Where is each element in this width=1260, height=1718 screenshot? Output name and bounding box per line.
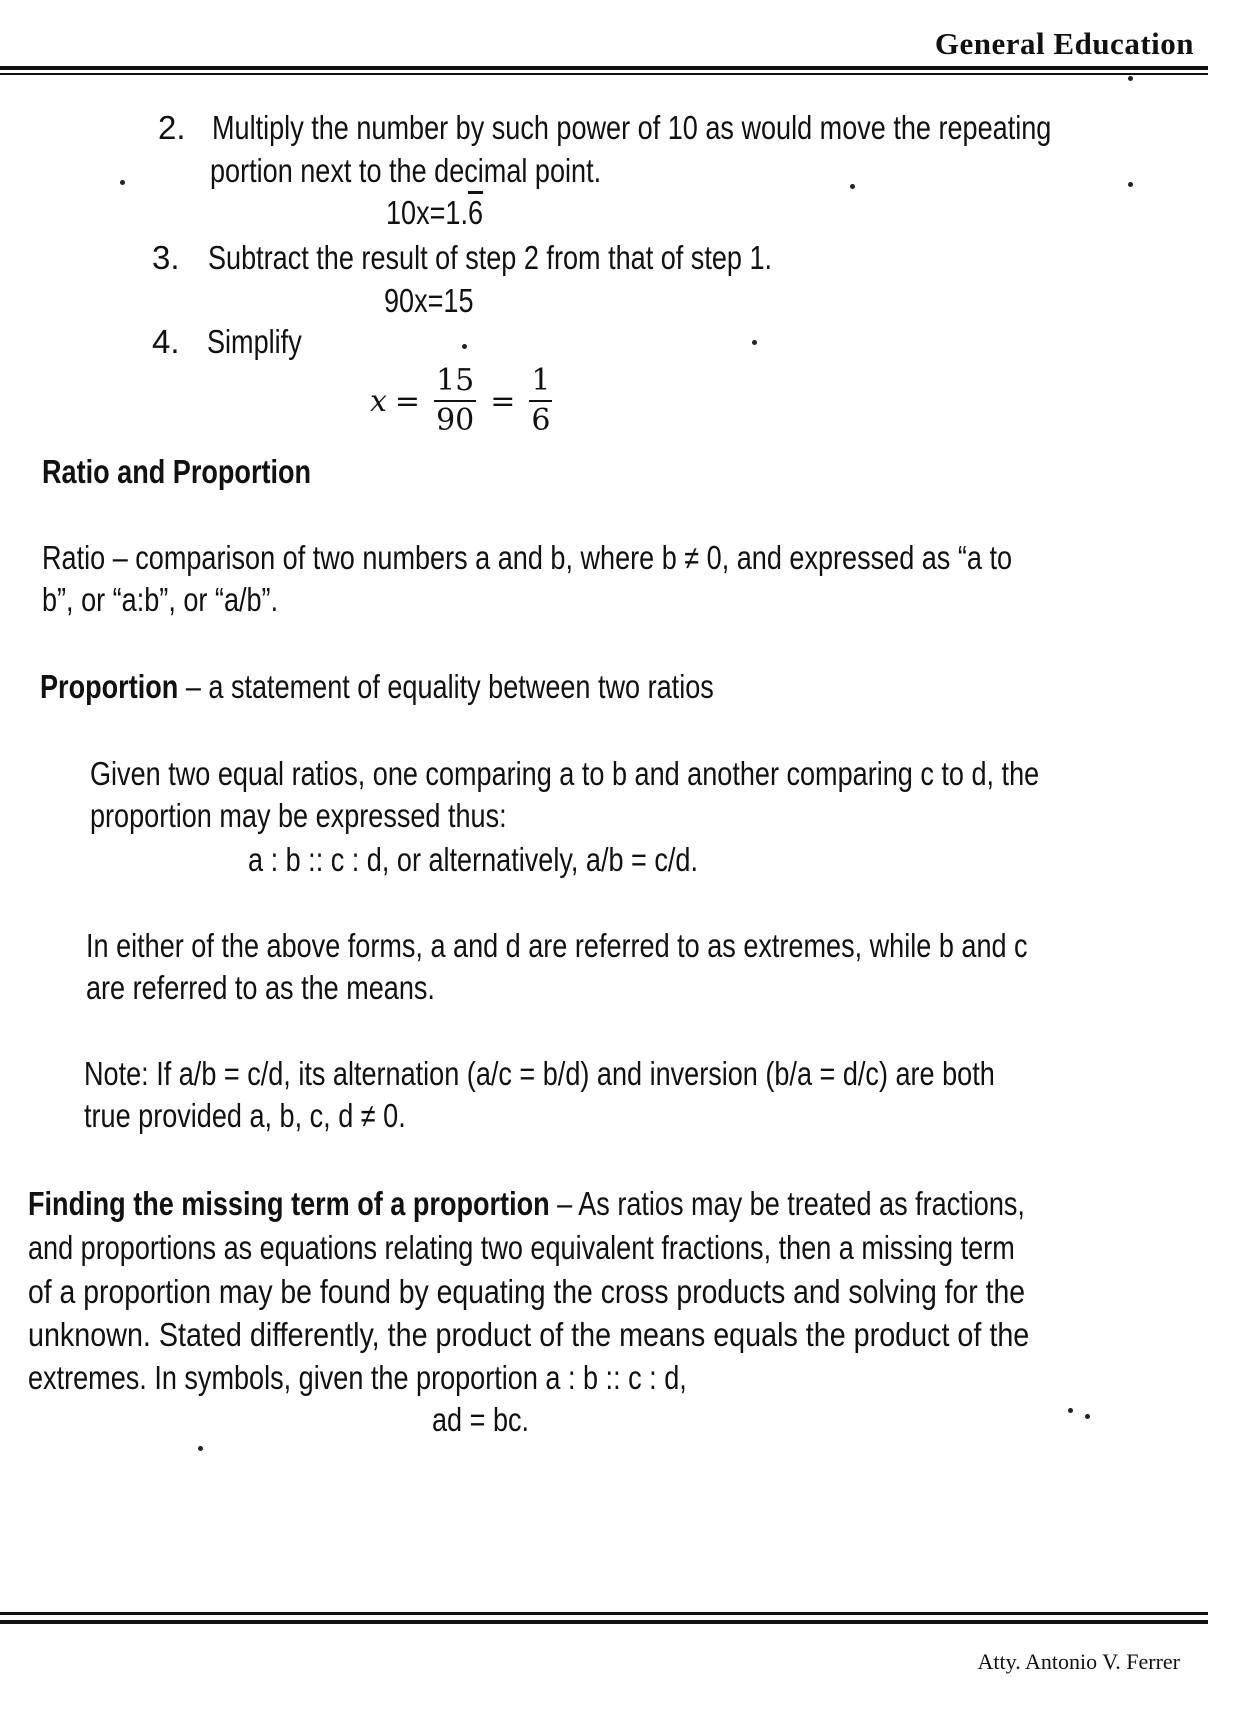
repeating-digit: 6 <box>468 194 484 231</box>
ratio-definition-cont: b”, or “a:b”, or “a/b”. <box>42 581 279 618</box>
section-heading: Ratio and Proportion <box>42 453 312 490</box>
missing-term-heading: Finding the missing term of a proportion <box>28 1185 550 1222</box>
equals-sign: = <box>394 383 421 419</box>
ratio-definition: Ratio – comparison of two numbers a and b, where b ≠ 0, and expressed as “a to <box>42 539 1013 576</box>
scan-speck <box>752 340 757 345</box>
given-paragraph: Given two equal ratios, one comparing a to b and another comparing c to d, the <box>90 755 1040 792</box>
step-2-equation <box>386 193 504 233</box>
header-rule-thick <box>0 66 1208 70</box>
fraction-equation <box>370 362 558 440</box>
step-text <box>207 322 323 362</box>
note-paragraph: Note: If a/b = c/d, its alternation (a/c = b/d) and inversion (b/a = d/c) are both <box>84 1055 995 1092</box>
equation-lhs: 10x=1. <box>386 194 468 231</box>
step-text <box>212 108 1236 148</box>
scan-speck <box>1085 1414 1090 1419</box>
cross-product-result: ad = bc. <box>432 1401 530 1438</box>
numerator: 15 <box>436 363 475 398</box>
footer-rule-thick <box>0 1612 1208 1615</box>
step-4-line-1: Simplify <box>207 323 302 360</box>
proportion-definition: Proportion – a statement of equality between two ratios <box>40 668 714 705</box>
extremes-paragraph: In either of the above forms, a and d are referred to as extremes, while b and c <box>86 927 1028 964</box>
missing-term-line: extremes. In symbols, given the proportion a : b :: c : d, <box>28 1359 687 1396</box>
step-text <box>210 151 687 191</box>
missing-term-line: of a proportion may be found by equating the cross products and solving for the <box>28 1273 1026 1310</box>
missing-term-line: and proportions as equations relating two equivalent fractions, then a missing term <box>28 1229 1015 1266</box>
step-2-line-1: Multiply the number by such power of 10 as would move the repeating <box>212 109 1052 146</box>
proportion-expression: a : b :: c : d, or alternatively, a/b = c/d. <box>248 841 698 878</box>
missing-term-paragraph: Finding the missing term of a proportion – As ratios may be treated as fractions, <box>28 1185 1025 1222</box>
scan-speck <box>198 1446 203 1451</box>
step-number: 4. <box>152 323 180 360</box>
proportion-term: Proportion <box>40 668 179 705</box>
scan-speck <box>462 344 467 349</box>
scan-speck <box>1128 182 1133 187</box>
scan-speck <box>850 184 855 189</box>
extremes-paragraph-cont: are referred to as the means. <box>86 969 435 1006</box>
numerator: 1 <box>531 363 551 398</box>
step-3-line-1: Subtract the result of step 2 from that of step 1. <box>208 239 773 276</box>
equals-sign: = <box>490 383 516 419</box>
step-number: 3. <box>152 239 180 276</box>
running-header-title: General Education <box>934 26 1194 61</box>
fraction-1-6 <box>529 362 552 440</box>
step-3-equation: 90x=15 <box>384 282 474 319</box>
missing-term-line: unknown. Stated differently, the product of the means equals the product of the <box>28 1316 1030 1353</box>
scan-speck <box>120 180 125 185</box>
footer-author: Atty. Antonio V. Ferrer <box>977 1649 1180 1674</box>
step-number: 2. <box>158 109 186 146</box>
footer-rule-thin <box>0 1620 1208 1624</box>
ratio-term: Ratio <box>42 539 106 576</box>
scan-speck <box>1128 76 1133 81</box>
fraction-15-90 <box>434 362 476 440</box>
scan-speck <box>1068 1408 1073 1413</box>
note-paragraph-cont: true provided a, b, c, d ≠ 0. <box>84 1097 406 1134</box>
variable-x: x <box>370 383 387 419</box>
denominator: 90 <box>436 403 475 438</box>
step-2-line-2: portion next to the decimal point. <box>210 152 602 189</box>
denominator: 6 <box>531 403 551 438</box>
header-rule-thin <box>0 73 1208 75</box>
step-text <box>208 238 896 278</box>
given-paragraph-cont: proportion may be expressed thus: <box>90 797 507 834</box>
